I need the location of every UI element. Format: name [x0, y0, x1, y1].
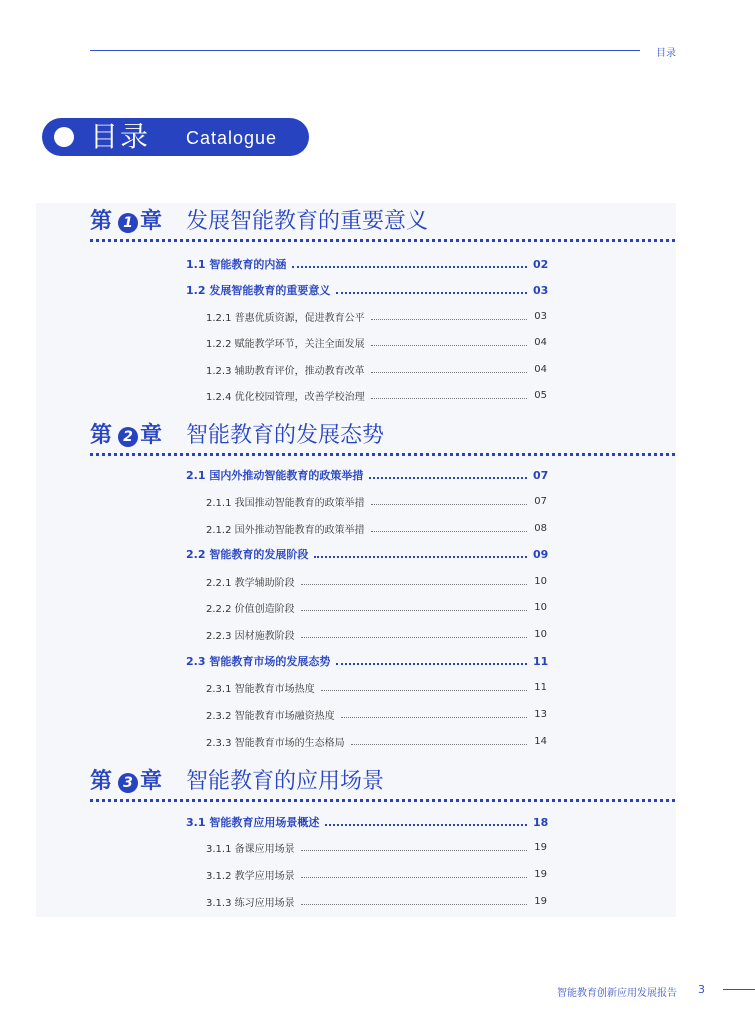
toc-entry-page: 10 — [534, 628, 547, 640]
chapter-suffix: 章 — [140, 769, 163, 794]
dot-leader — [301, 637, 527, 638]
footer-report-title: 智能教育创新应用发展报告 — [557, 988, 677, 999]
toc-entry-page: 08 — [534, 522, 547, 534]
dot-leader — [336, 292, 527, 294]
toc-entry-label: 2.2.1 教学辅助阶段 — [206, 577, 295, 589]
toc-entry[interactable] — [206, 865, 547, 883]
chapter-title: 智能教育的应用场景 — [186, 769, 385, 794]
chapter-number-badge: 1 — [118, 213, 138, 233]
toc-entry-label: 3.1.2 教学应用场景 — [206, 870, 295, 882]
toc-entry-label: 3.1 智能教育应用场景概述 — [186, 816, 320, 829]
chapter-dotted-rule — [90, 453, 675, 456]
dot-leader — [351, 744, 527, 745]
chapter-prefix: 第 — [90, 423, 113, 448]
dot-leader — [325, 824, 527, 826]
toc-entry[interactable] — [206, 360, 547, 378]
toc-entry[interactable] — [206, 386, 547, 404]
toc-entry-label: 2.2 智能教育的发展阶段 — [186, 548, 309, 561]
chapter-heading[interactable] — [90, 207, 680, 247]
chapter-number-badge: 3 — [118, 773, 138, 793]
toc-entry-label: 1.2.4 优化校园管理，改善学校治理 — [206, 391, 365, 403]
chapter-dotted-rule — [90, 239, 675, 242]
toc-entry-label: 1.2.2 赋能教学环节，关注全面发展 — [206, 338, 365, 350]
toc-entry-page: 07 — [534, 495, 547, 507]
dot-leader — [292, 266, 527, 268]
chapter-title: 发展智能教育的重要意义 — [186, 209, 429, 234]
dot-leader — [371, 504, 527, 505]
toc-entry-page: 09 — [533, 547, 549, 561]
header-section-label: 目录 — [656, 48, 676, 59]
toc-entry-page: 19 — [534, 895, 547, 907]
dot-leader — [371, 531, 527, 532]
chapter-title: 智能教育的发展态势 — [186, 423, 385, 448]
toc-entry-label: 1.1 智能教育的内涵 — [186, 258, 287, 271]
chapter-prefix: 第 — [90, 209, 113, 234]
toc-entry[interactable] — [186, 255, 547, 273]
toc-entry-label: 2.1.2 国外推动智能教育的政策举措 — [206, 524, 365, 536]
toc-entry-page: 14 — [534, 735, 547, 747]
chapter-suffix: 章 — [140, 209, 163, 234]
toc-entry[interactable] — [206, 333, 547, 351]
toc-entry-label: 3.1.1 备课应用场景 — [206, 843, 295, 855]
toc-entry[interactable] — [206, 892, 547, 910]
toc-entry[interactable] — [186, 813, 547, 831]
toc-entry-label: 2.2.3 因材施教阶段 — [206, 630, 295, 642]
dot-leader — [341, 717, 527, 718]
toc-entry[interactable] — [206, 625, 547, 643]
chapter-heading[interactable] — [90, 421, 680, 461]
toc-entry-label: 1.2 发展智能教育的重要意义 — [186, 284, 331, 297]
toc-entry-label: 2.1 国内外推动智能教育的政策举措 — [186, 469, 364, 482]
toc-entry[interactable] — [186, 652, 547, 670]
toc-entry[interactable] — [206, 838, 547, 856]
catalogue-title-en: Catalogue — [186, 128, 278, 148]
chapter-dotted-rule — [90, 799, 675, 802]
toc-entry-label: 2.1.1 我国推动智能教育的政策举措 — [206, 497, 365, 509]
toc-entry-page: 13 — [534, 708, 547, 720]
dot-leader — [314, 556, 527, 558]
toc-entry[interactable] — [186, 545, 547, 563]
dot-leader — [371, 372, 527, 373]
bullet-dot-icon — [54, 127, 74, 147]
toc-entry[interactable] — [206, 492, 547, 510]
toc-entry-page: 19 — [534, 868, 547, 880]
dot-leader — [301, 904, 527, 905]
dot-leader — [369, 477, 527, 479]
toc-entry[interactable] — [186, 281, 547, 299]
toc-entry-page: 05 — [534, 389, 547, 401]
toc-entry-page: 03 — [533, 283, 549, 297]
toc-entry[interactable] — [206, 705, 547, 723]
toc-entry-page: 02 — [533, 257, 549, 271]
toc-entry[interactable] — [206, 678, 547, 696]
dot-leader — [301, 584, 527, 585]
dot-leader — [371, 345, 527, 346]
dot-leader — [336, 663, 527, 665]
toc-entry-page: 11 — [533, 654, 549, 668]
toc-entry-label: 2.3.3 智能教育市场的生态格局 — [206, 737, 345, 749]
catalogue-title-cn: 目录 — [90, 120, 151, 153]
footer-page-number: 3 — [698, 983, 705, 996]
toc-entry-label: 2.3 智能教育市场的发展态势 — [186, 655, 331, 668]
footer-rule — [723, 989, 755, 990]
toc-entry-page: 10 — [534, 575, 547, 587]
chapter-heading[interactable] — [90, 767, 680, 807]
toc-entry-page: 04 — [534, 336, 547, 348]
dot-leader — [301, 610, 527, 611]
toc-entry[interactable] — [206, 519, 547, 537]
toc-entry-label: 2.3.1 智能教育市场热度 — [206, 683, 315, 695]
dot-leader — [321, 690, 527, 691]
toc-entry-page: 03 — [534, 310, 547, 322]
dot-leader — [301, 877, 527, 878]
toc-entry[interactable] — [206, 572, 547, 590]
chapter-prefix: 第 — [90, 769, 113, 794]
toc-entry[interactable] — [206, 307, 547, 325]
dot-leader — [371, 398, 527, 399]
toc-entry-label: 2.2.2 价值创造阶段 — [206, 603, 295, 615]
toc-entry[interactable] — [206, 598, 547, 616]
toc-entry-label: 2.3.2 智能教育市场融资热度 — [206, 710, 335, 722]
toc-entry[interactable] — [206, 732, 547, 750]
toc-entry-label: 3.1.3 练习应用场景 — [206, 897, 295, 909]
toc-entry-page: 11 — [534, 681, 547, 693]
toc-entry-page: 18 — [533, 815, 549, 829]
toc-entry-page: 07 — [533, 468, 549, 482]
toc-entry-label: 1.2.3 辅助教育评价，推动教育改革 — [206, 365, 365, 377]
toc-entry-page: 10 — [534, 601, 547, 613]
chapter-number-badge: 2 — [118, 427, 138, 447]
toc-entry-page: 04 — [534, 363, 547, 375]
toc-entry-page: 19 — [534, 841, 547, 853]
header-rule — [90, 50, 640, 51]
toc-entry-label: 1.2.1 普惠优质资源，促进教育公平 — [206, 312, 365, 324]
dot-leader — [301, 850, 527, 851]
dot-leader — [371, 319, 527, 320]
chapter-suffix: 章 — [140, 423, 163, 448]
toc-entry[interactable] — [186, 466, 547, 484]
